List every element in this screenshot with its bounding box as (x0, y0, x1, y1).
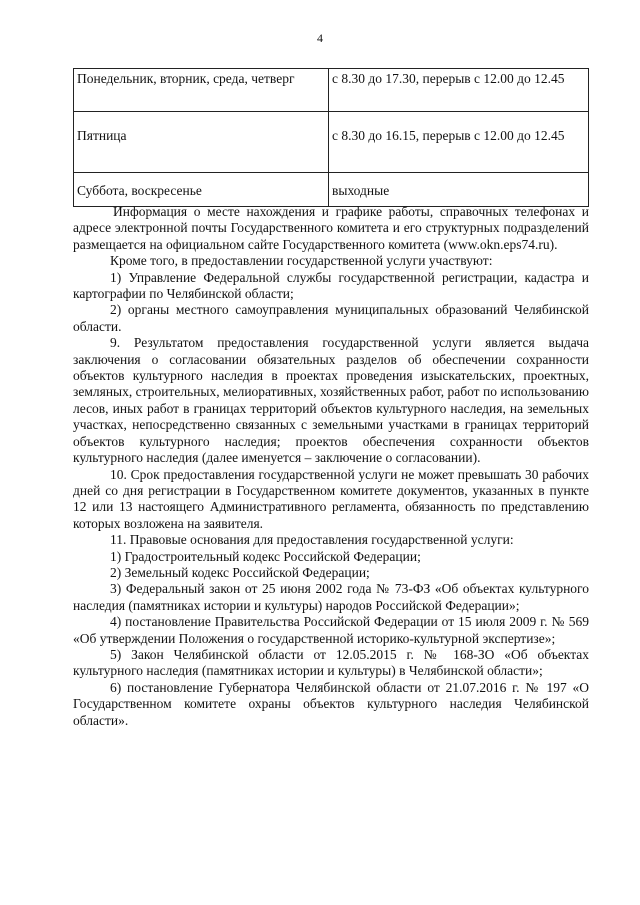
paragraph-legal-basis-2: 2) Земельный кодекс Российской Федерации; (110, 564, 370, 580)
schedule-day-cell: Пятница (74, 112, 329, 173)
schedule-day-cell: Понедельник, вторник, среда, четверг (74, 69, 329, 112)
paragraph-item-9: 9. Результатом предоставления государственной услуги является выдача заключения о согласовании обязательных разделов об обеспечении сохранности объектов культурного наследия в проектах проведения изыскательских, проектных, земляных, строительных, мелиоративных, хозяйственных работ, работ по использованию лесов, иных работ в границах территорий объектов культурного наследия, на земельных участках, непосредственно связанных с земельными участками в границах территорий объектов культурного наследия; проектов обеспечения сохранности объектов культурного наследия (далее именуется – заключение о согласовании). (73, 335, 589, 466)
document-body (73, 204, 589, 729)
table-row (74, 173, 589, 207)
paragraph-item-11: 11. Правовые основания для предоставления государственной услуги: (110, 532, 514, 548)
schedule-day-cell: Суббота, воскресенье (74, 173, 329, 207)
paragraph-legal-basis-6: 6) постановление Губернатора Челябинской области от 21.07.2016 г. № 197 «О Государственном комитете охраны объектов культурного наследия Челябинской области». (73, 679, 589, 728)
paragraph-legal-basis-1: 1) Градостроительный кодекс Российской Федерации; (110, 548, 421, 564)
schedule-hours-cell: выходные (329, 173, 589, 207)
paragraph-contact-info: Информация о месте нахождения и графике работы, справочных телефонах и адресе электронной почты Государственного комитета и его структурных подразделений размещается на официальном сайте Государственного комитета (www.okn.eps74.ru). (73, 204, 589, 252)
table-row (74, 112, 589, 173)
paragraph-legal-basis-3: 3) Федеральный закон от 25 июня 2002 года № 73-ФЗ «Об объектах культурного наследия (памятниках истории и культуры) народов Российской Федерации»; (73, 581, 589, 613)
work-schedule-table (73, 68, 589, 207)
page-number: 4 (317, 31, 323, 45)
paragraph-participants-intro: Кроме того, в предоставлении государственной услуги участвуют: (110, 253, 493, 269)
schedule-hours-cell: с 8.30 до 17.30, перерыв с 12.00 до 12.45 (329, 69, 589, 112)
paragraph-legal-basis-5: 5) Закон Челябинской области от 12.05.2015 г. № 168-ЗО «Об объектах культурного наследия (памятниках истории и культуры) в Челябинской области»; (73, 646, 589, 679)
paragraph-item-10: 10. Срок предоставления государственной услуги не может превышать 30 рабочих дней со дня регистрации в Государственном комитете документов, указанных в пункте 12 или 13 настоящего Административного регламента, обязанность по представлению которых возложена на заявителя. (73, 466, 589, 531)
schedule-hours-cell: с 8.30 до 16.15, перерыв с 12.00 до 12.45 (329, 112, 589, 173)
table-row (74, 69, 589, 112)
paragraph-legal-basis-4: 4) постановление Правительства Российской Федерации от 15 июля 2009 г. № 569 «Об утверждении Положения о государственной историко-культурной экспертизе»; (73, 614, 589, 646)
paragraph-participant-1: 1) Управление Федеральной службы государственной регистрации, кадастра и картографии по Челябинской области; (73, 269, 589, 302)
paragraph-participant-2: 2) органы местного самоуправления муниципальных образований Челябинской области. (73, 302, 589, 334)
